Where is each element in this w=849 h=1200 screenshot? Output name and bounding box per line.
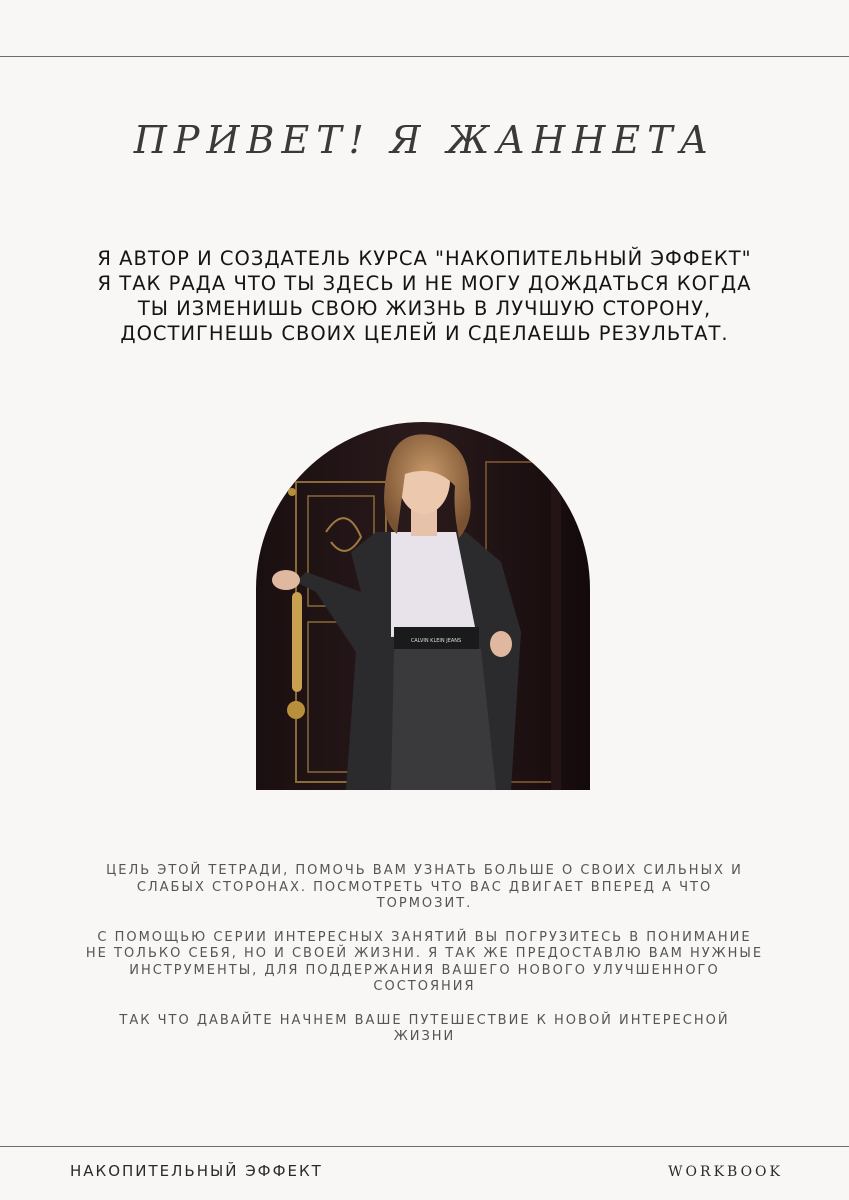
- waistband-label: CALVIN KLEIN JEANS: [410, 638, 462, 644]
- intro-line: ТЫ ИЗМЕНИШЬ СВОЮ ЖИЗНЬ В ЛУЧШУЮ СТОРОНУ,: [137, 297, 712, 320]
- description: [40, 846, 809, 1063]
- top-divider: [0, 56, 849, 57]
- description-line: СЛАБЫХ СТОРОНАХ. ПОСМОТРЕТЬ ЧТО ВАС ДВИГАЕТ ВПЕРЕД А ЧТО: [136, 879, 713, 895]
- description-line: С ПОМОЩЬЮ СЕРИИ ИНТЕРЕСНЫХ ЗАНЯТИЙ ВЫ ПОГРУЗИТЕСЬ В ПОНИМАНИЕ: [97, 929, 752, 945]
- portrait-photo: [256, 422, 590, 790]
- description-line: ЦЕЛЬ ЭТОЙ ТЕТРАДИ, ПОМОЧЬ ВАМ УЗНАТЬ БОЛЬШЕ О СВОИХ СИЛЬНЫХ И: [106, 863, 743, 878]
- intro-text: [40, 246, 809, 346]
- footer-workbook-label: WORKBOOK: [668, 1164, 783, 1180]
- intro-line: Я ТАК РАДА ЧТО ТЫ ЗДЕСЬ И НЕ МОГУ ДОЖДАТЬСЯ КОГДА: [97, 272, 752, 295]
- description-line: СОСТОЯНИЯ: [373, 979, 476, 994]
- description-line: ИНСТРУМЕНТЫ, ДЛЯ ПОДДЕРЖАНИЯ ВАШЕГО НОВОГО УЛУЧШЕННОГО: [129, 962, 720, 978]
- footer-course-name: НАКОПИТЕЛЬНЫЙ ЭФФЕКТ: [70, 1162, 323, 1180]
- page-title: ПРИВЕТ! Я ЖАННЕТА: [133, 118, 716, 162]
- intro-line: ДОСТИГНЕШЬ СВОИХ ЦЕЛЕЙ И СДЕЛАЕШЬ РЕЗУЛЬТАТ.: [120, 322, 729, 345]
- intro-line: Я АВТОР И СОЗДАТЕЛЬ КУРСА "НАКОПИТЕЛЬНЫЙ ЭФФЕКТ": [97, 247, 752, 270]
- description-line: НЕ ТОЛЬКО СЕБЯ, НО И СВОЕЙ ЖИЗНИ. Я ТАК ЖЕ ПРЕДОСТАВЛЮ ВАМ НУЖНЫЕ: [85, 946, 764, 961]
- description-line: ТАК ЧТО ДАВАЙТЕ НАЧНЕМ ВАШЕ ПУТЕШЕСТВИЕ К НОВОЙ ИНТЕРЕСНОЙ: [119, 1012, 730, 1028]
- bottom-divider: [0, 1146, 849, 1147]
- description-line: ЖИЗНИ: [393, 1029, 456, 1044]
- description-line: ТОРМОЗИТ.: [376, 896, 473, 911]
